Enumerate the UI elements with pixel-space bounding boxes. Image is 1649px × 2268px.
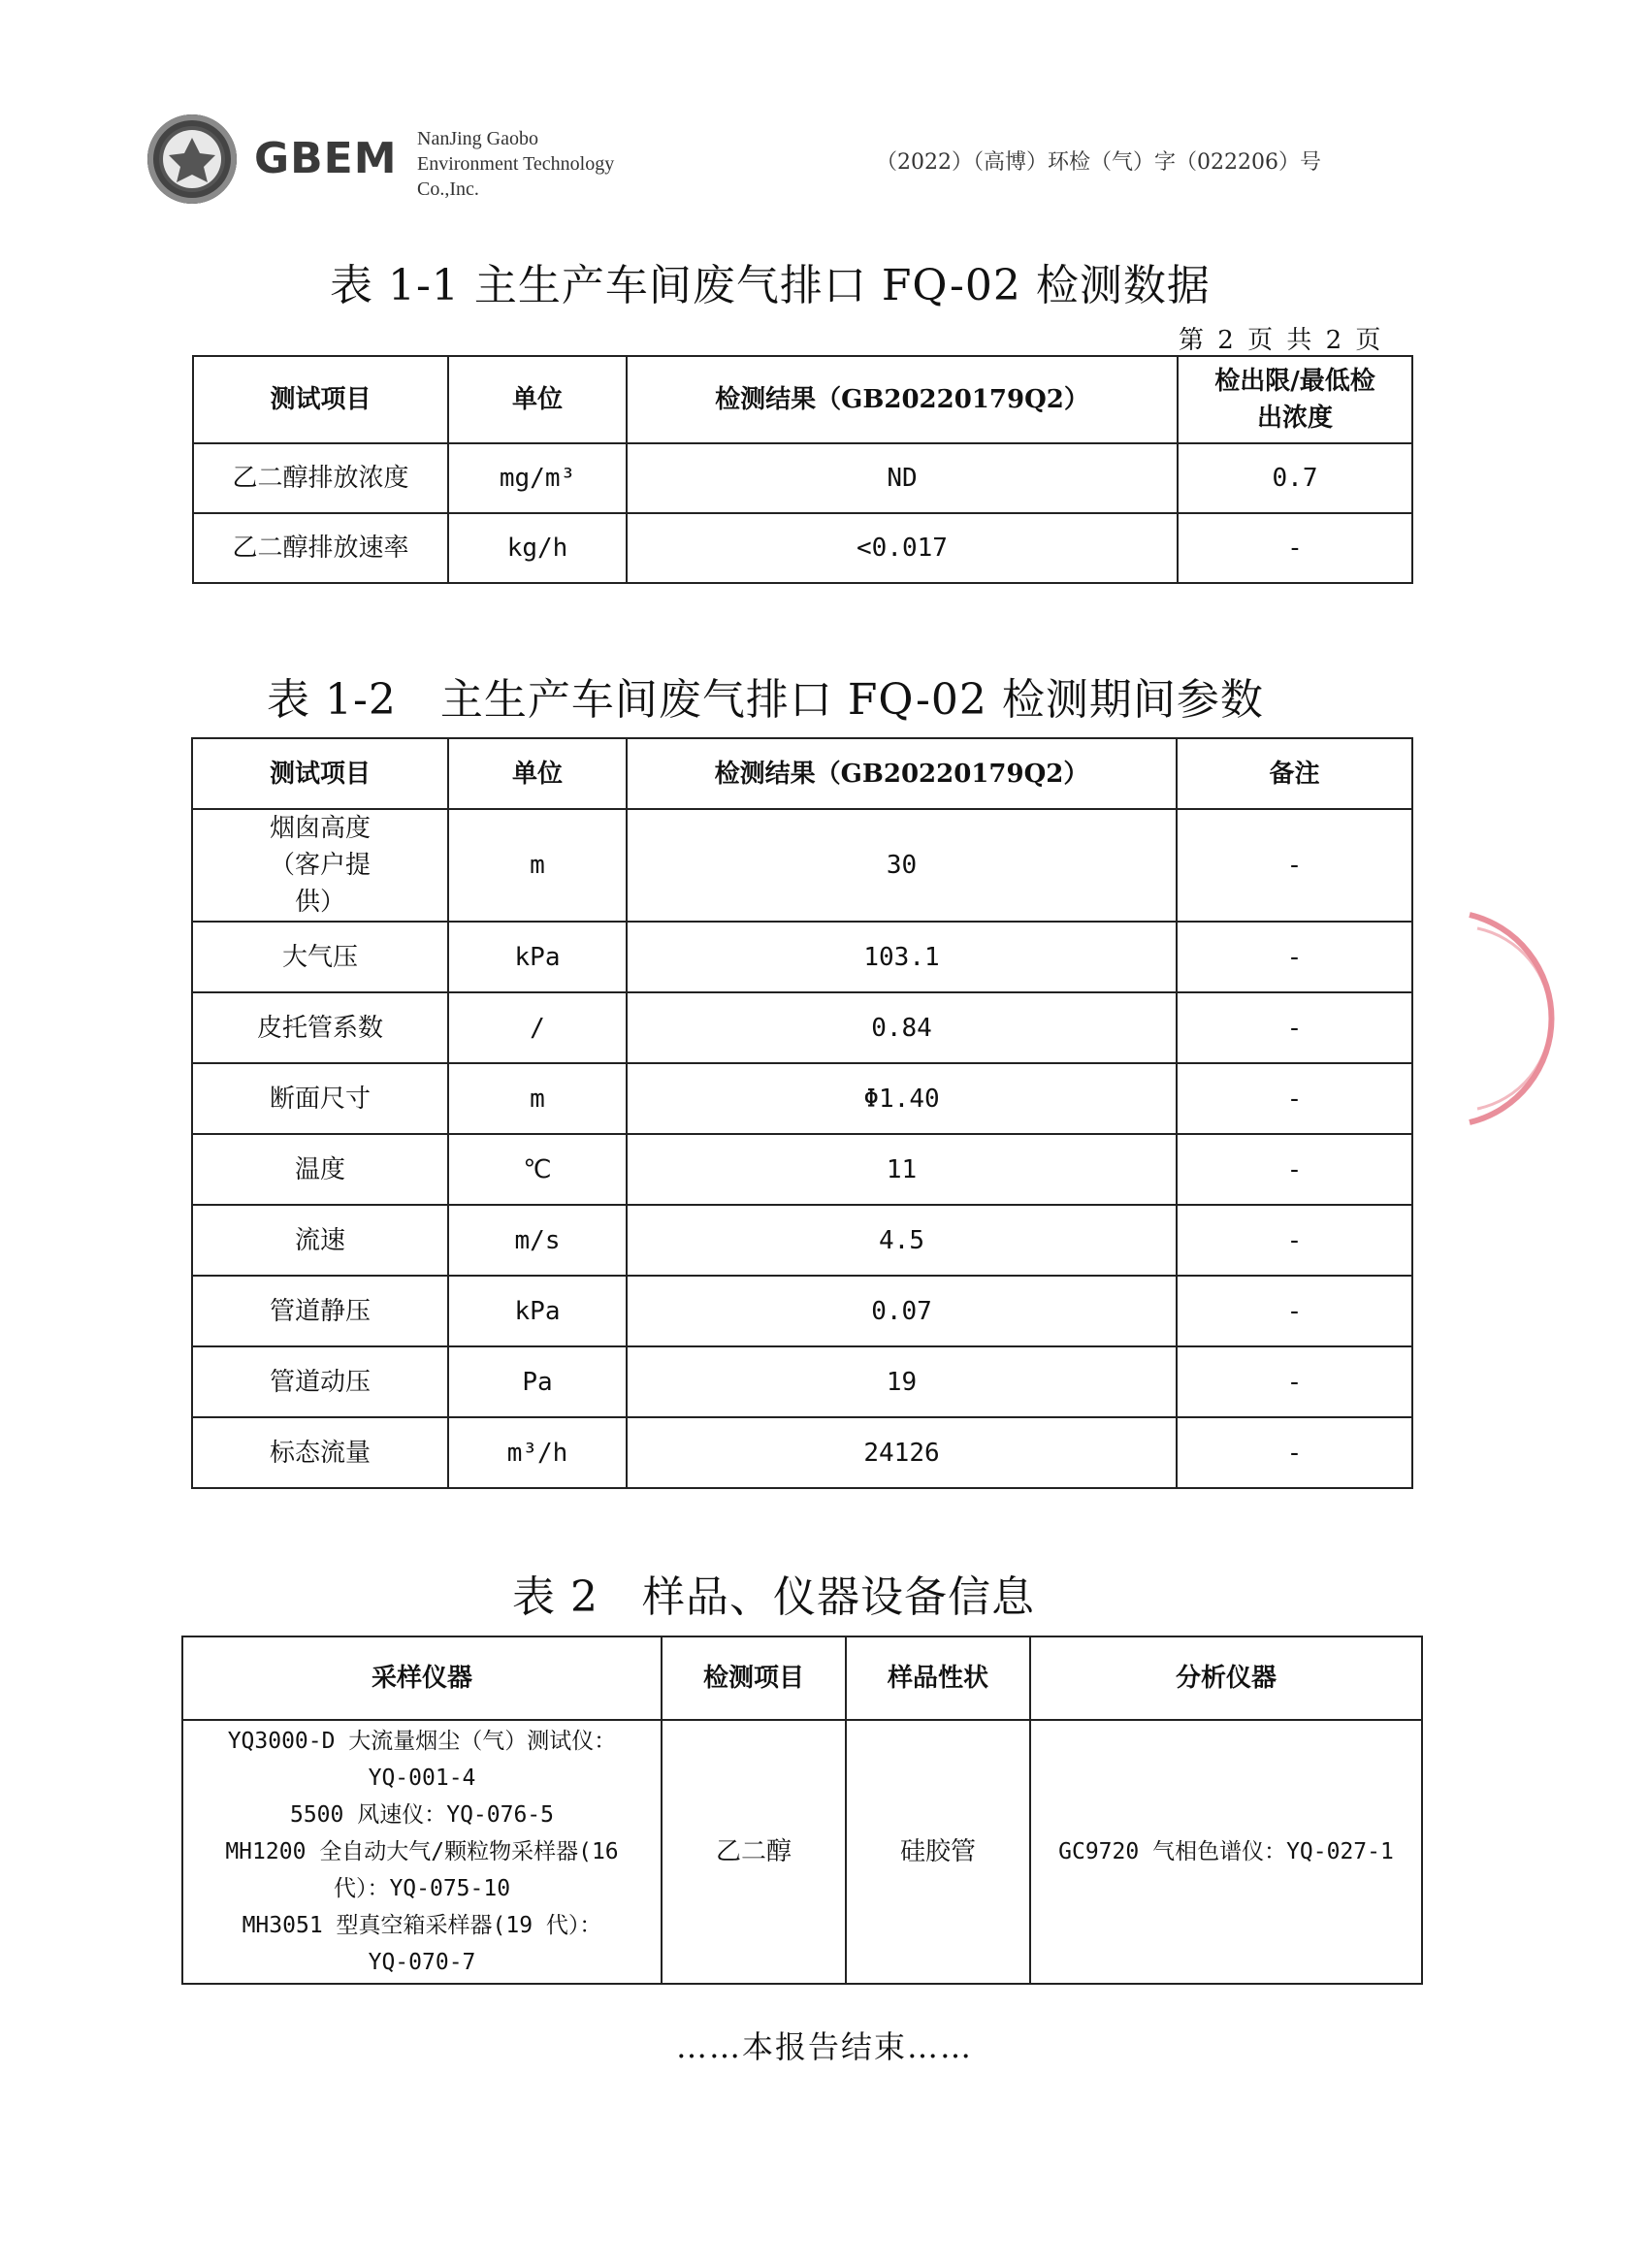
- instrument-line: 代）：YQ-075-10: [333, 1876, 511, 1901]
- column-header: 采样仪器: [182, 1636, 662, 1720]
- cell-note: -: [1177, 1417, 1412, 1488]
- cell-result: ND: [627, 443, 1178, 513]
- cell-item: 管道静压: [192, 1276, 448, 1346]
- instrument-line: YQ-001-4: [368, 1766, 476, 1791]
- cell-unit: ℃: [448, 1134, 627, 1205]
- cell-note: -: [1177, 809, 1412, 922]
- column-header: 检出限/最低检出浓度: [1178, 356, 1412, 443]
- cell-unit: m: [448, 809, 627, 922]
- table1-1-title: 表 1-1 主生产车间废气排口 FQ-02 检测数据: [330, 261, 1211, 310]
- red-stamp-mark: [1460, 907, 1557, 1130]
- column-header: 检测项目: [662, 1636, 846, 1720]
- cell-unit: m³/h: [448, 1417, 627, 1488]
- instrument-line: YQ3000-D 大流量烟尘（气）测试仪：: [227, 1729, 617, 1754]
- cell-limit: -: [1178, 513, 1412, 583]
- cell-item: 乙二醇排放浓度: [193, 443, 448, 513]
- cell-item: 断面尺寸: [192, 1063, 448, 1134]
- instrument-line: 5500 风速仪：YQ-076-5: [289, 1802, 554, 1828]
- cell-item: 烟囱高度（客户提供）: [192, 809, 448, 922]
- column-header: 备注: [1177, 738, 1412, 809]
- column-header: 测试项目: [192, 738, 448, 809]
- report-end-text: ……本报告结束……: [675, 2028, 973, 2065]
- cell-result: 30: [627, 809, 1177, 922]
- table-row: [193, 443, 1412, 513]
- cell-item: 乙二醇排放速率: [193, 513, 448, 583]
- cell-analysis-instrument: GC9720 气相色谱仪：YQ-027-1: [1030, 1720, 1422, 1984]
- table1-2-title: 表 1-2 主生产车间废气排口 FQ-02 检测期间参数: [267, 675, 1264, 725]
- column-header: 检测结果（GB20220179Q2）: [627, 738, 1177, 809]
- table-row: [182, 1720, 1422, 1984]
- cell-sampling-instruments: [182, 1720, 662, 1984]
- cell-note: -: [1177, 1205, 1412, 1276]
- cell-sample-state: 硅胶管: [846, 1720, 1030, 1984]
- cell-result: 4.5: [627, 1205, 1177, 1276]
- company-seal-logo: [147, 114, 237, 204]
- column-header: 分析仪器: [1030, 1636, 1422, 1720]
- cell-item: 大气压: [192, 922, 448, 992]
- cell-item: 温度: [192, 1134, 448, 1205]
- table-row: [192, 922, 1412, 992]
- cell-note: -: [1177, 1346, 1412, 1417]
- table-row: [193, 513, 1412, 583]
- table-row: [192, 1134, 1412, 1205]
- table1-1: [192, 355, 1413, 584]
- cell-unit: mg/m³: [448, 443, 627, 513]
- table2-title: 表 2 样品、仪器设备信息: [512, 1572, 1035, 1622]
- table-row: [192, 1346, 1412, 1417]
- cell-note: -: [1177, 992, 1412, 1063]
- logo-text: GBEM: [254, 134, 398, 183]
- company-line: NanJing Gaobo: [417, 128, 538, 149]
- page-info: 第 2 页 共 2 页: [1179, 326, 1384, 355]
- table-row: [192, 1063, 1412, 1134]
- table-row: [192, 992, 1412, 1063]
- cell-item: 标态流量: [192, 1417, 448, 1488]
- table-row: [192, 1417, 1412, 1488]
- cell-unit: m/s: [448, 1205, 627, 1276]
- cell-note: -: [1177, 922, 1412, 992]
- cell-note: -: [1177, 1134, 1412, 1205]
- column-header: 测试项目: [193, 356, 448, 443]
- cell-unit: m: [448, 1063, 627, 1134]
- cell-item: 皮托管系数: [192, 992, 448, 1063]
- cell-item: 管道动压: [192, 1346, 448, 1417]
- column-header: 单位: [448, 356, 627, 443]
- table-row: [192, 1205, 1412, 1276]
- cell-test-item: 乙二醇: [662, 1720, 846, 1984]
- cell-result: 0.84: [627, 992, 1177, 1063]
- cell-result: Φ1.40: [627, 1063, 1177, 1134]
- cell-unit: kPa: [448, 922, 627, 992]
- cell-note: -: [1177, 1063, 1412, 1134]
- company-name: [417, 126, 614, 202]
- report-number: （2022）（高博）环检（气）字（022206）号: [876, 150, 1321, 175]
- cell-limit: 0.7: [1178, 443, 1412, 513]
- cell-result: 0.07: [627, 1276, 1177, 1346]
- cell-result: 24126: [627, 1417, 1177, 1488]
- cell-unit: kPa: [448, 1276, 627, 1346]
- column-header: 检测结果（GB20220179Q2）: [627, 356, 1178, 443]
- cell-item: 流速: [192, 1205, 448, 1276]
- cell-unit: /: [448, 992, 627, 1063]
- table2: [181, 1636, 1423, 1985]
- cell-result: 103.1: [627, 922, 1177, 992]
- cell-result: <0.017: [627, 513, 1178, 583]
- table1-2: [191, 737, 1413, 1489]
- cell-note: -: [1177, 1276, 1412, 1346]
- instrument-line: YQ-070-7: [368, 1950, 476, 1975]
- instrument-line: MH3051 型真空箱采样器(19 代）：: [242, 1913, 602, 1938]
- cell-result: 11: [627, 1134, 1177, 1205]
- table-row: [192, 809, 1412, 922]
- cell-unit: Pa: [448, 1346, 627, 1417]
- column-header: 样品性状: [846, 1636, 1030, 1720]
- table-row: [192, 1276, 1412, 1346]
- column-header: 单位: [448, 738, 627, 809]
- cell-unit: kg/h: [448, 513, 627, 583]
- instrument-line: MH1200 全自动大气/颗粒物采样器(16: [225, 1839, 619, 1864]
- company-line: Co.,Inc.: [417, 178, 479, 200]
- cell-result: 19: [627, 1346, 1177, 1417]
- company-line: Environment Technology: [417, 153, 615, 175]
